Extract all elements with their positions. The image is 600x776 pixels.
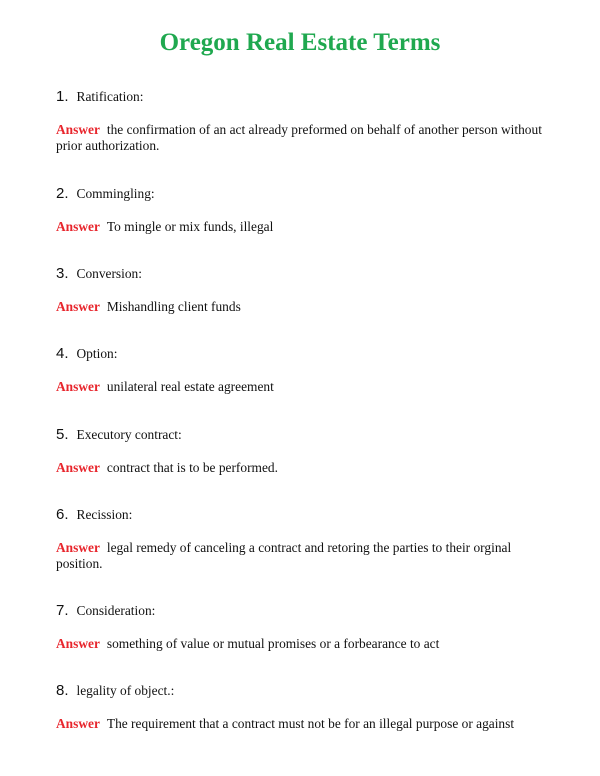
page-title: Oregon Real Estate Terms	[159, 29, 441, 56]
answer-line	[56, 299, 556, 315]
term-entry-2	[56, 186, 556, 235]
question-line	[56, 89, 556, 105]
term-entry-6	[56, 507, 556, 572]
question-line	[56, 683, 556, 699]
question-line	[56, 507, 556, 523]
answer-line	[56, 716, 556, 732]
term-entry-8	[56, 683, 556, 732]
term-entry-3	[56, 266, 556, 315]
question-number: 6.	[56, 506, 69, 523]
answer-text: Mishandling client funds	[106, 299, 241, 314]
answer-text: The requirement that a contract must not be for an illegal purpose or against	[106, 716, 515, 731]
question-number: 1.	[56, 88, 69, 105]
answer-label: Answer	[56, 299, 100, 314]
question-line	[56, 346, 556, 362]
term-entry-5	[56, 427, 556, 476]
question-number: 4.	[56, 345, 69, 362]
answer-label: Answer	[56, 460, 100, 475]
answer-line	[56, 219, 556, 235]
answer-text: the confirmation of an act already preformed on behalf of another person without prior authorization.	[56, 122, 542, 153]
question-line	[56, 603, 556, 619]
answer-line	[56, 636, 556, 652]
question-term: Ratification:	[76, 89, 144, 104]
question-term: Commingling:	[76, 186, 155, 201]
answer-label: Answer	[56, 122, 100, 137]
answer-line	[56, 460, 556, 476]
answer-label: Answer	[56, 636, 100, 651]
term-entry-4	[56, 346, 556, 395]
answer-line	[56, 122, 556, 154]
answer-text: unilateral real estate agreement	[106, 379, 274, 394]
answer-text: To mingle or mix funds, illegal	[106, 219, 274, 234]
question-term: Consideration:	[76, 603, 156, 618]
question-number: 5.	[56, 426, 69, 443]
answer-label: Answer	[56, 219, 100, 234]
question-term: Executory contract:	[76, 427, 182, 442]
question-line	[56, 266, 556, 282]
answer-label: Answer	[56, 379, 100, 394]
answer-text: something of value or mutual promises or a forbearance to act	[106, 636, 440, 651]
answer-text: contract that is to be performed.	[106, 460, 278, 475]
question-number: 8.	[56, 682, 69, 699]
answer-text: legal remedy of canceling a contract and retoring the parties to their orginal position.	[56, 540, 512, 571]
answer-line	[56, 540, 556, 572]
question-number: 7.	[56, 602, 69, 619]
question-term: Option:	[76, 346, 118, 361]
answer-line	[56, 379, 556, 395]
answer-label: Answer	[56, 716, 100, 731]
question-line	[56, 427, 556, 443]
question-number: 2.	[56, 185, 69, 202]
question-line	[56, 186, 556, 202]
question-number: 3.	[56, 265, 69, 282]
question-term: Recission:	[76, 507, 133, 522]
answer-label: Answer	[56, 540, 100, 555]
question-term: legality of object.:	[76, 683, 175, 698]
term-entry-7	[56, 603, 556, 652]
question-term: Conversion:	[76, 266, 142, 281]
term-entry-1	[56, 89, 556, 154]
